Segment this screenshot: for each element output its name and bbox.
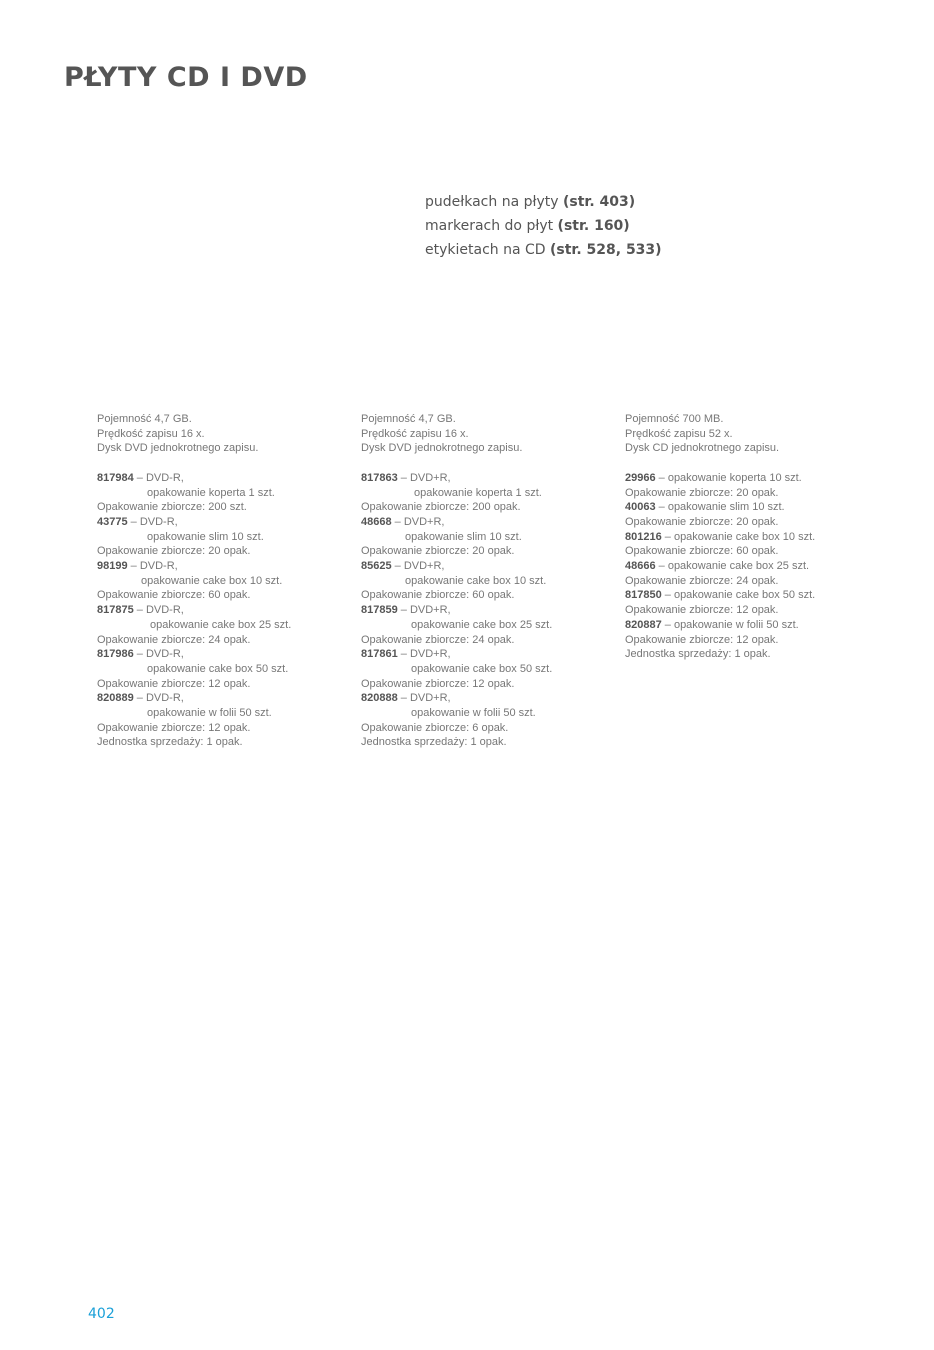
- page-number: 402: [88, 1306, 115, 1322]
- spec-line: Prędkość zapisu 52 x.: [625, 427, 733, 440]
- product-type: – DVD+R,: [397, 692, 451, 705]
- product-line: [625, 500, 875, 515]
- reference-text: markerach do płyt: [425, 218, 558, 234]
- product-code: 817984: [97, 471, 134, 484]
- product-line: [625, 471, 875, 486]
- reference-text: etykietach na CD: [425, 242, 550, 258]
- product-code: 29966: [625, 471, 656, 484]
- bulk-line: Opakowanie zbiorcze: 24 opak.: [625, 574, 779, 587]
- pack-line: opakowanie cake box 10 szt.: [141, 574, 283, 587]
- product-column-dvd-r: [97, 412, 347, 750]
- bulk-line: Opakowanie zbiorcze: 200 szt.: [97, 501, 247, 514]
- product-code: 40063: [625, 501, 656, 514]
- bulk-line: Opakowanie zbiorcze: 24 opak.: [361, 633, 515, 646]
- product-type: – DVD+R,: [397, 471, 451, 484]
- product-type: – DVD+R,: [397, 648, 451, 661]
- reference-page: (str. 528, 533): [550, 242, 662, 258]
- product-column-dvd-plus-r: [361, 412, 611, 750]
- spec-line: Prędkość zapisu 16 x.: [361, 427, 469, 440]
- product-code: 817875: [97, 604, 134, 617]
- reference-page: (str. 160): [557, 218, 630, 234]
- spec-line: Dysk DVD jednokrotnego zapisu.: [97, 442, 259, 455]
- product-code: 820888: [361, 692, 398, 705]
- product-line: [625, 530, 875, 545]
- pack-line: opakowanie cake box 50 szt.: [411, 662, 553, 675]
- sales-unit: Jednostka sprzedaży: 1 opak.: [625, 648, 771, 661]
- product-line: [97, 471, 347, 486]
- pack-line: opakowanie cake box 25 szt.: [150, 618, 292, 631]
- pack-line: opakowanie w folii 50 szt.: [411, 707, 536, 720]
- bulk-line: Opakowanie zbiorcze: 6 opak.: [361, 721, 509, 734]
- product-code: 817850: [625, 589, 662, 602]
- product-type: – DVD+R,: [391, 515, 445, 528]
- bulk-line: Opakowanie zbiorcze: 60 opak.: [625, 545, 779, 558]
- spec-line: Dysk CD jednokrotnego zapisu.: [625, 442, 780, 455]
- product-type: – DVD+R,: [391, 560, 445, 573]
- product-line: [97, 691, 347, 706]
- product-code: 820887: [625, 618, 662, 631]
- bulk-line: Opakowanie zbiorcze: 60 opak.: [361, 589, 515, 602]
- product-type: – DVD-R,: [133, 692, 184, 705]
- bulk-line: Opakowanie zbiorcze: 12 opak.: [625, 604, 779, 617]
- product-code: 817859: [361, 604, 398, 617]
- product-code: 801216: [625, 530, 662, 543]
- product-code: 817863: [361, 471, 398, 484]
- page-title: PŁYTY CD I DVD: [64, 62, 308, 93]
- pack-line: opakowanie slim 10 szt.: [405, 530, 522, 543]
- spec-line: Pojemność 4,7 GB.: [97, 413, 192, 425]
- bulk-line: Opakowanie zbiorcze: 24 opak.: [97, 633, 251, 646]
- spec-line: Pojemność 4,7 GB.: [361, 413, 456, 425]
- pack-line: opakowanie koperta 1 szt.: [414, 486, 542, 499]
- product-line: [97, 603, 347, 618]
- product-line: [625, 618, 875, 633]
- product-type: – DVD-R,: [127, 560, 178, 573]
- product-type: – DVD-R,: [127, 515, 178, 528]
- pack-line: opakowanie cake box 25 szt.: [411, 618, 553, 631]
- product-code: 820889: [97, 692, 134, 705]
- product-type: – opakowanie cake box 10 szt.: [661, 530, 816, 543]
- bulk-line: Opakowanie zbiorcze: 12 opak.: [625, 633, 779, 646]
- product-type: – DVD-R,: [133, 648, 184, 661]
- product-code: 817986: [97, 648, 134, 661]
- product-type: – opakowanie slim 10 szt.: [655, 501, 785, 514]
- reference-text: pudełkach na płyty: [425, 194, 563, 210]
- pack-line: opakowanie cake box 50 szt.: [147, 662, 289, 675]
- product-line: [625, 588, 875, 603]
- bulk-line: Opakowanie zbiorcze: 20 opak.: [625, 486, 779, 499]
- bulk-line: Opakowanie zbiorcze: 60 opak.: [97, 589, 251, 602]
- product-code: 98199: [97, 560, 128, 573]
- product-line: [361, 515, 611, 530]
- reference-page: (str. 403): [562, 194, 636, 210]
- bulk-line: Opakowanie zbiorcze: 20 opak.: [625, 515, 779, 528]
- bulk-line: Opakowanie zbiorcze: 12 opak.: [97, 677, 251, 690]
- product-line: [361, 691, 611, 706]
- reference-item: [425, 238, 662, 262]
- product-line: [361, 471, 611, 486]
- product-column-cd-r: [625, 412, 875, 662]
- pack-line: opakowanie slim 10 szt.: [147, 530, 264, 543]
- product-type: – DVD-R,: [133, 471, 184, 484]
- bulk-line: Opakowanie zbiorcze: 12 opak.: [97, 721, 251, 734]
- product-type: – opakowanie cake box 25 szt.: [655, 560, 810, 573]
- product-line: [97, 647, 347, 662]
- spec-line: Dysk DVD jednokrotnego zapisu.: [361, 442, 523, 455]
- pack-line: opakowanie w folii 50 szt.: [147, 707, 272, 720]
- pack-line: opakowanie koperta 1 szt.: [147, 486, 275, 499]
- spec-line: Prędkość zapisu 16 x.: [97, 427, 205, 440]
- bulk-line: Opakowanie zbiorcze: 200 opak.: [361, 501, 521, 514]
- product-line: [97, 515, 347, 530]
- product-type: – opakowanie w folii 50 szt.: [661, 618, 799, 631]
- bulk-line: Opakowanie zbiorcze: 12 opak.: [361, 677, 515, 690]
- product-line: [361, 559, 611, 574]
- reference-item: [425, 214, 662, 238]
- product-line: [361, 647, 611, 662]
- product-line: [625, 559, 875, 574]
- pack-line: opakowanie cake box 10 szt.: [405, 574, 547, 587]
- sales-unit: Jednostka sprzedaży: 1 opak.: [361, 736, 507, 749]
- spec-line: Pojemność 700 MB.: [625, 413, 724, 425]
- product-code: 85625: [361, 560, 392, 573]
- reference-item: [425, 190, 662, 214]
- product-code: 48666: [625, 560, 656, 573]
- product-line: [97, 559, 347, 574]
- cross-references: [425, 190, 662, 262]
- product-type: – DVD-R,: [133, 604, 184, 617]
- bulk-line: Opakowanie zbiorcze: 20 opak.: [97, 545, 251, 558]
- product-code: 43775: [97, 515, 128, 528]
- product-code: 817861: [361, 648, 398, 661]
- bulk-line: Opakowanie zbiorcze: 20 opak.: [361, 545, 515, 558]
- product-type: – opakowanie koperta 10 szt.: [655, 471, 802, 484]
- product-type: – opakowanie cake box 50 szt.: [661, 589, 816, 602]
- product-type: – DVD+R,: [397, 604, 451, 617]
- sales-unit: Jednostka sprzedaży: 1 opak.: [97, 736, 243, 749]
- product-code: 48668: [361, 515, 392, 528]
- product-line: [361, 603, 611, 618]
